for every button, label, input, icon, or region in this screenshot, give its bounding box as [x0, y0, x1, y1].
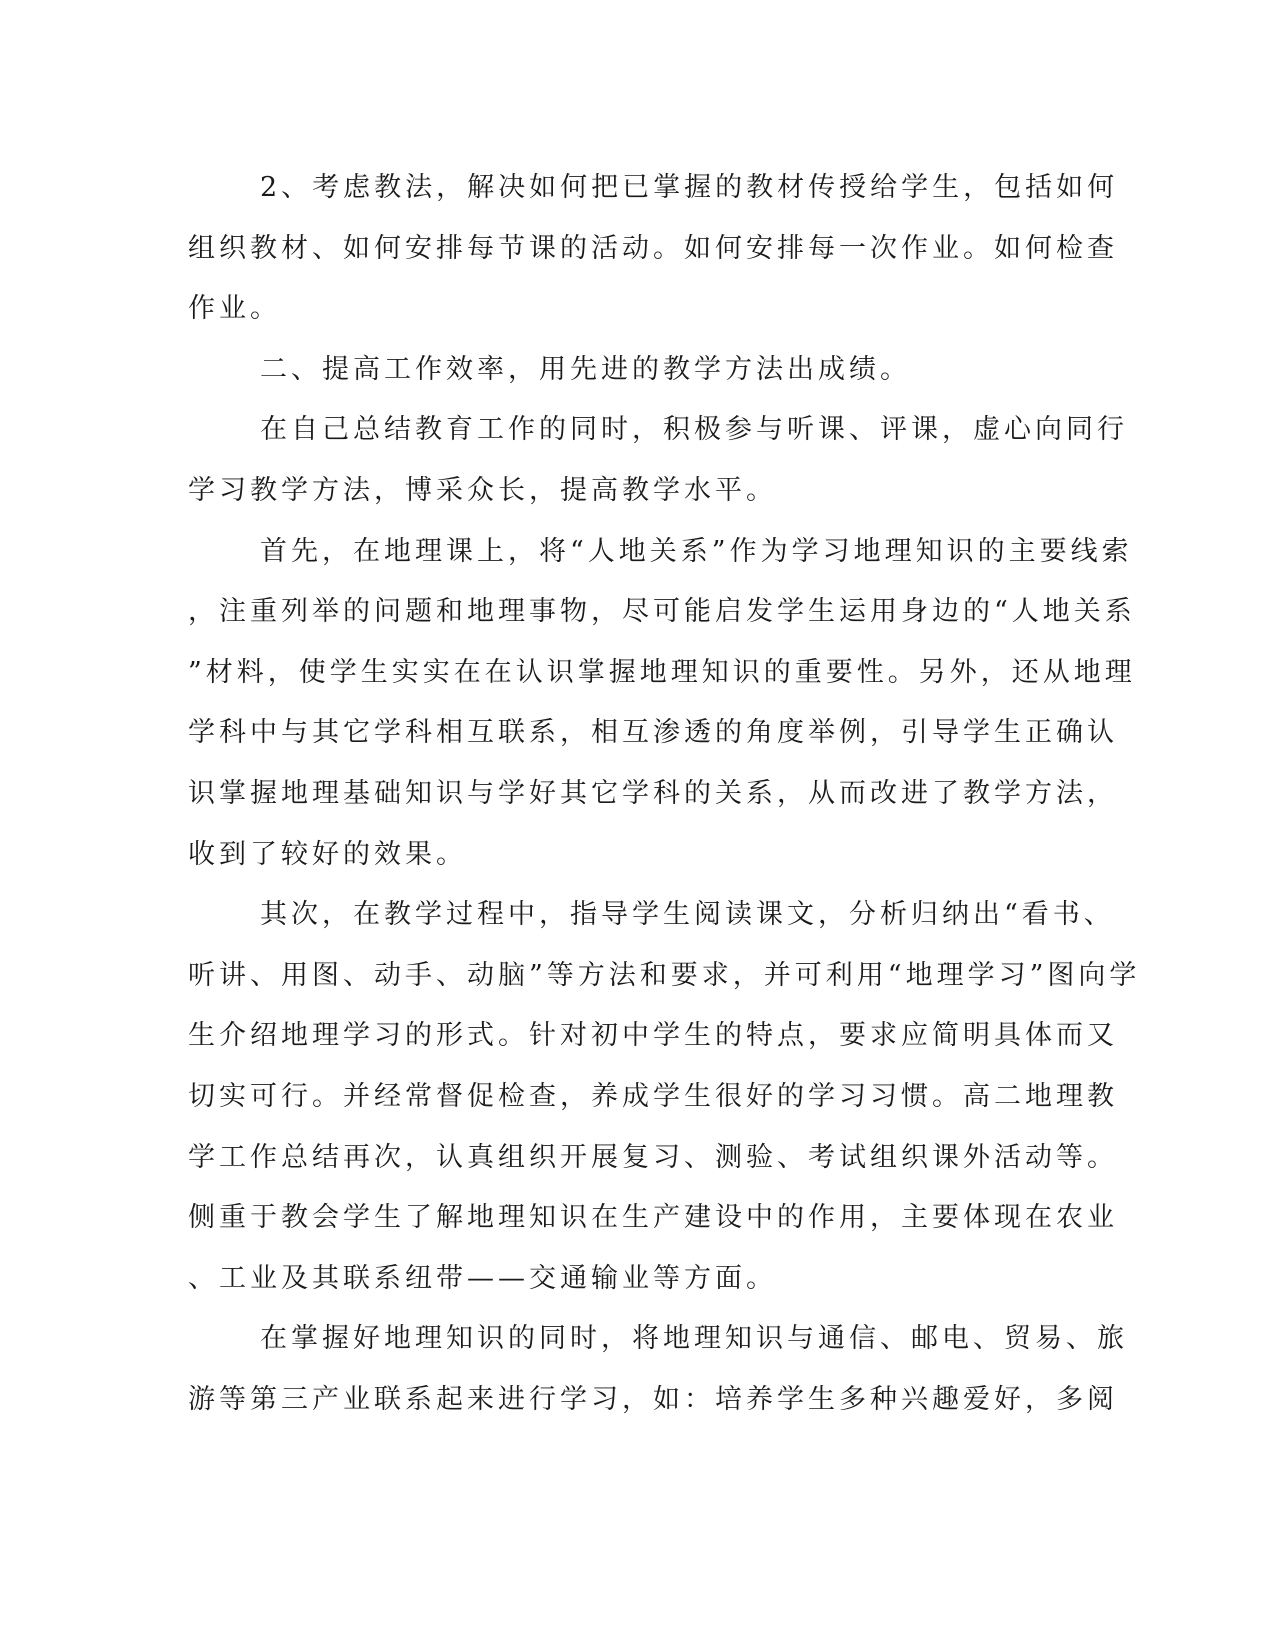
text-line: 二、提高工作效率，用先进的教学方法出成绩。	[260, 353, 911, 385]
text-line: 识掌握地理基础知识与学好其它学科的关系，从而改进了教学方法，	[188, 777, 1118, 809]
text-line: 在自己总结教育工作的同时，积极参与听课、评课，虚心向同行	[260, 414, 1128, 446]
text-line: 首先，在地理课上，将“人地关系”作为学习地理知识的主要线索	[260, 535, 1133, 567]
text-line: 其次，在教学过程中，指导学生阅读课文，分析归纳出“看书、	[260, 899, 1115, 931]
text-line: 切实可行。并经常督促检查，养成学生很好的学习习惯。高二地理教	[188, 1080, 1118, 1112]
text-line: ，注重列举的问题和地理事物，尽可能启发学生运用身边的“人地关系	[188, 596, 1136, 628]
text-line: 生介绍地理学习的形式。针对初中学生的特点，要求应简明具体而又	[188, 1020, 1118, 1052]
text-line: 学习教学方法，博采众长，提高教学水平。	[188, 474, 777, 506]
text-line: 收到了较好的效果。	[188, 838, 467, 870]
text-line: 2、考虑教法，解决如何把已掌握的教材传授给学生，包括如何	[260, 172, 1119, 203]
text-line: 学科中与其它学科相互联系，相互渗透的角度举例，引导学生正确认	[188, 717, 1118, 749]
text-line: 、工业及其联系纽带——交通输业等方面。	[188, 1262, 777, 1294]
text-line: 在掌握好地理知识的同时，将地理知识与通信、邮电、贸易、旅	[260, 1323, 1128, 1355]
text-line: ”材料，使学生实实在在认识掌握地理知识的重要性。另外，还从地理	[188, 656, 1136, 688]
text-line: 听讲、用图、动手、动脑”等方法和要求，并可利用“地理学习”图向学	[188, 959, 1141, 991]
text-line: 游等第三产业联系起来进行学习，如：培养学生多种兴趣爱好，多阅	[188, 1383, 1118, 1415]
text-line: 组织教材、如何安排每节课的活动。如何安排每一次作业。如何检查	[188, 232, 1118, 264]
text-line: 作业。	[188, 293, 281, 325]
body-text	[188, 158, 1141, 1430]
text-line: 学工作总结再次，认真组织开展复习、测验、考试组织课外活动等。	[188, 1141, 1118, 1173]
text-line: 侧重于教会学生了解地理知识在生产建设中的作用，主要体现在农业	[188, 1202, 1118, 1234]
